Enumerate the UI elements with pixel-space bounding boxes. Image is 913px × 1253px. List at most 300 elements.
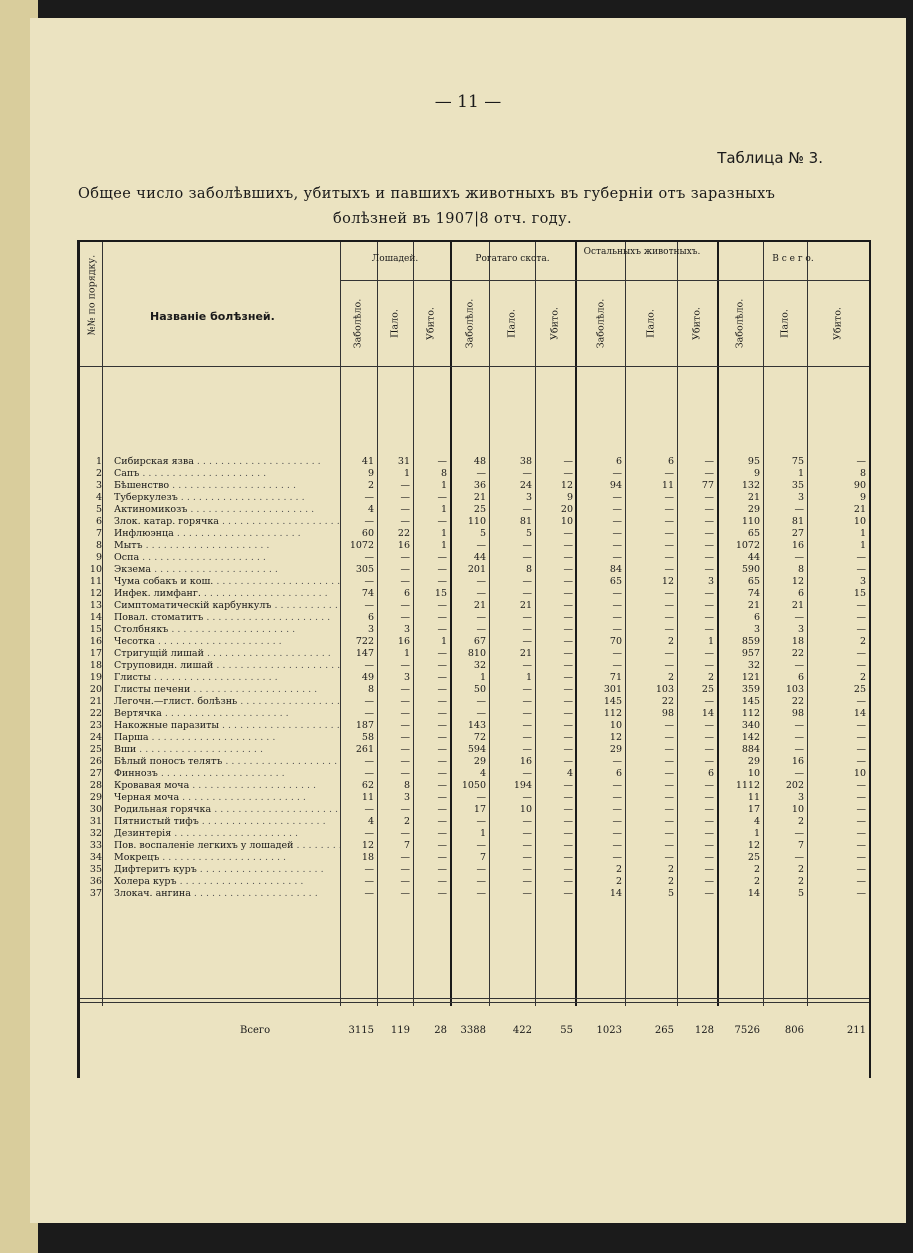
value-cell: — [664, 552, 674, 563]
value-cell: — [704, 852, 714, 863]
value-cell: — [664, 840, 674, 851]
table-row [80, 528, 869, 540]
value-cell: — [664, 744, 674, 755]
value-cell: — [664, 540, 674, 551]
value-cell: 103 [785, 684, 804, 695]
value-cell: — [612, 780, 622, 791]
value-cell: 14 [853, 708, 866, 719]
value-cell: — [704, 792, 714, 803]
value-cell: 11 [747, 792, 760, 803]
value-cell: 5 [797, 888, 804, 899]
value-cell: 62 [361, 780, 374, 791]
value-cell: — [612, 528, 622, 539]
value-cell: 2 [707, 672, 714, 683]
value-cell: — [437, 732, 447, 743]
total-cell: 806 [784, 1025, 804, 1036]
value-cell: 3 [797, 492, 804, 503]
value-cell: 21 [519, 648, 532, 659]
value-cell: — [400, 552, 410, 563]
value-cell: 8 [859, 468, 866, 479]
value-cell: 81 [519, 516, 532, 527]
row-index: 24 [89, 732, 102, 743]
subheader-sick-cattle: Заболѣло. [464, 298, 476, 349]
value-cell: — [563, 864, 573, 875]
value-cell: 4 [479, 768, 486, 779]
subheader-died-total: Пало. [779, 309, 791, 338]
value-cell: — [664, 588, 674, 599]
value-cell: — [437, 672, 447, 683]
value-cell: — [612, 756, 622, 767]
total-cell: 7526 [734, 1025, 760, 1036]
value-cell: — [400, 744, 410, 755]
table-row [80, 756, 869, 768]
value-cell: — [364, 768, 374, 779]
value-cell: — [563, 732, 573, 743]
value-cell: 10 [791, 804, 804, 815]
row-index: 10 [89, 564, 102, 575]
value-cell: — [704, 540, 714, 551]
row-index: 31 [89, 816, 102, 827]
value-cell: 8 [440, 468, 447, 479]
value-cell: — [437, 876, 447, 887]
value-cell: — [400, 768, 410, 779]
value-cell: 1050 [461, 780, 486, 791]
value-cell: 11 [361, 792, 374, 803]
value-cell: — [400, 684, 410, 695]
value-cell: — [400, 888, 410, 899]
value-cell: — [400, 720, 410, 731]
value-cell: 15 [853, 588, 866, 599]
value-cell: — [437, 816, 447, 827]
value-cell: — [522, 684, 532, 695]
value-cell: 9 [859, 492, 866, 503]
value-cell: 14 [747, 888, 760, 899]
value-cell: 6 [667, 456, 674, 467]
value-cell: — [476, 840, 486, 851]
value-cell: — [437, 456, 447, 467]
value-cell: 2 [797, 864, 804, 875]
value-cell: — [794, 732, 804, 743]
page-number: — 11 — [434, 92, 502, 112]
value-cell: — [612, 816, 622, 827]
table-row [80, 588, 869, 600]
value-cell: 4 [367, 816, 374, 827]
value-cell: 590 [741, 564, 760, 575]
value-cell: — [856, 804, 866, 815]
value-cell: 75 [791, 456, 804, 467]
value-cell: — [704, 612, 714, 623]
totals-row [80, 1024, 869, 1038]
value-cell: — [612, 492, 622, 503]
value-cell: — [794, 660, 804, 671]
total-cell: 422 [512, 1025, 532, 1036]
disease-name: Актиномикозъ . . . [114, 504, 340, 516]
subheader-died-other: Пало. [645, 309, 657, 338]
value-cell: — [612, 516, 622, 527]
disease-name: Глисты . . . [114, 672, 340, 684]
value-cell: 3 [707, 576, 714, 587]
value-cell: — [364, 708, 374, 719]
table-body [80, 456, 869, 900]
total-cell: 128 [694, 1025, 714, 1036]
disease-name: Пов. воспаленіе легкихъ у лошадей . . . [114, 840, 340, 852]
value-cell: — [664, 648, 674, 659]
value-cell: — [522, 660, 532, 671]
value-cell: — [476, 576, 486, 587]
value-cell: 21 [473, 492, 486, 503]
value-cell: 110 [741, 516, 760, 527]
value-cell: — [563, 660, 573, 671]
value-cell: — [400, 492, 410, 503]
value-cell: — [563, 744, 573, 755]
value-cell: 9 [753, 468, 760, 479]
value-cell: — [437, 600, 447, 611]
value-cell: — [364, 600, 374, 611]
value-cell: — [563, 540, 573, 551]
value-cell: — [437, 516, 447, 527]
value-cell: — [522, 768, 532, 779]
value-cell: 12 [609, 732, 622, 743]
value-cell: — [400, 504, 410, 515]
value-cell: 3 [403, 792, 410, 803]
value-cell: — [476, 588, 486, 599]
row-index: 17 [89, 648, 102, 659]
value-cell: 8 [403, 780, 410, 791]
value-cell: 17 [473, 804, 486, 815]
value-cell: 48 [473, 456, 486, 467]
value-cell: — [612, 600, 622, 611]
value-cell: 4 [367, 504, 374, 515]
value-cell: — [522, 852, 532, 863]
value-cell: 10 [853, 768, 866, 779]
value-cell: — [794, 504, 804, 515]
value-cell: 8 [367, 684, 374, 695]
value-cell: — [612, 540, 622, 551]
value-cell: 2 [859, 672, 866, 683]
disease-name: Повал. стоматитъ . . . [114, 612, 340, 624]
value-cell: — [563, 792, 573, 803]
value-cell: — [704, 780, 714, 791]
value-cell: 12 [747, 840, 760, 851]
table-row [80, 540, 869, 552]
row-index: 19 [89, 672, 102, 683]
table-row [80, 552, 869, 564]
disease-name: Злокач. ангина . . . [114, 888, 340, 900]
disease-name: Накожные паразиты . . . [114, 720, 340, 732]
value-cell: — [856, 816, 866, 827]
value-cell: — [364, 756, 374, 767]
value-cell: — [563, 648, 573, 659]
value-cell: — [364, 888, 374, 899]
value-cell: — [704, 660, 714, 671]
value-cell: — [563, 576, 573, 587]
value-cell: — [476, 708, 486, 719]
value-cell: 2 [615, 864, 622, 875]
table-row [80, 840, 869, 852]
value-cell: — [563, 840, 573, 851]
value-cell: 3 [367, 624, 374, 635]
value-cell: — [856, 828, 866, 839]
value-cell: 6 [615, 768, 622, 779]
group-header-cattle: Рогатаго скота. [475, 254, 550, 264]
value-cell: 21 [853, 504, 866, 515]
value-cell: 49 [361, 672, 374, 683]
value-cell: — [476, 696, 486, 707]
value-cell: — [563, 552, 573, 563]
value-cell: 110 [467, 516, 486, 527]
value-cell: — [563, 852, 573, 863]
disease-name: Столбнякъ . . . [114, 624, 340, 636]
value-cell: 359 [741, 684, 760, 695]
table-row [80, 612, 869, 624]
row-index: 15 [89, 624, 102, 635]
value-cell: 5 [479, 528, 486, 539]
value-cell: 21 [791, 600, 804, 611]
value-cell: 145 [603, 696, 622, 707]
table-row [80, 468, 869, 480]
value-cell: 594 [467, 744, 486, 755]
value-cell: — [400, 756, 410, 767]
value-cell: — [563, 804, 573, 815]
value-cell: — [563, 684, 573, 695]
value-cell: 12 [361, 840, 374, 851]
table-row [80, 888, 869, 900]
table-row [80, 852, 869, 864]
value-cell: — [563, 780, 573, 791]
subheader-killed-total: Убито. [832, 307, 844, 340]
table-row [80, 816, 869, 828]
value-cell: — [400, 852, 410, 863]
value-cell: — [704, 492, 714, 503]
value-cell: — [563, 756, 573, 767]
value-cell: 18 [791, 636, 804, 647]
value-cell: — [400, 828, 410, 839]
table-row [80, 768, 869, 780]
value-cell: 21 [747, 492, 760, 503]
value-cell: — [364, 876, 374, 887]
value-cell: 340 [741, 720, 760, 731]
value-cell: 147 [355, 648, 374, 659]
value-cell: — [522, 612, 532, 623]
value-cell: 2 [615, 876, 622, 887]
value-cell: — [563, 672, 573, 683]
total-cell: 55 [560, 1025, 573, 1036]
value-cell: — [437, 804, 447, 815]
value-cell: — [563, 468, 573, 479]
value-cell: — [704, 528, 714, 539]
value-cell: 65 [747, 576, 760, 587]
disease-name: Инфек. лимфанг. . . . [114, 588, 340, 600]
disease-name: Сапъ . . . [114, 468, 340, 480]
value-cell: 1 [753, 828, 760, 839]
value-cell: 1 [479, 828, 486, 839]
value-cell: — [522, 576, 532, 587]
disease-name: Струповидн. лишай . . . [114, 660, 340, 672]
value-cell: 1 [440, 504, 447, 515]
value-cell: 3 [859, 576, 866, 587]
value-cell: — [794, 720, 804, 731]
value-cell: 2 [667, 672, 674, 683]
value-cell: — [704, 504, 714, 515]
value-cell: — [437, 660, 447, 671]
value-cell: — [437, 684, 447, 695]
value-cell: — [400, 612, 410, 623]
value-cell: — [563, 696, 573, 707]
value-cell: — [563, 588, 573, 599]
value-cell: — [794, 828, 804, 839]
value-cell: — [437, 492, 447, 503]
value-cell: — [856, 888, 866, 899]
value-cell: — [664, 600, 674, 611]
value-cell: — [856, 780, 866, 791]
value-cell: — [400, 708, 410, 719]
table-row [80, 696, 869, 708]
value-cell: — [794, 744, 804, 755]
row-index: 30 [89, 804, 102, 815]
row-index: 7 [95, 528, 102, 539]
value-cell: — [612, 588, 622, 599]
row-index: 32 [89, 828, 102, 839]
value-cell: 38 [519, 456, 532, 467]
table-row [80, 516, 869, 528]
value-cell: — [400, 660, 410, 671]
row-index: 35 [89, 864, 102, 875]
value-cell: 16 [519, 756, 532, 767]
value-cell: — [794, 852, 804, 863]
value-cell: — [664, 720, 674, 731]
row-index: 12 [89, 588, 102, 599]
value-cell: 74 [361, 588, 374, 599]
value-cell: 2 [797, 876, 804, 887]
disease-name: Парша . . . [114, 732, 340, 744]
value-cell: — [400, 480, 410, 491]
table-row [80, 780, 869, 792]
value-cell: 22 [397, 528, 410, 539]
value-cell: 16 [397, 636, 410, 647]
value-cell: 29 [747, 756, 760, 767]
value-cell: 9 [367, 468, 374, 479]
value-cell: — [522, 504, 532, 515]
subheader-killed-horses: Убито. [425, 307, 437, 340]
disease-name: Холера куръ . . . [114, 876, 340, 888]
row-index: 13 [89, 600, 102, 611]
value-cell: — [704, 564, 714, 575]
table-row [80, 636, 869, 648]
value-cell: — [704, 804, 714, 815]
row-index: 21 [89, 696, 102, 707]
value-cell: — [664, 828, 674, 839]
value-cell: 722 [355, 636, 374, 647]
value-cell: — [664, 804, 674, 815]
value-cell: 1 [403, 468, 410, 479]
value-cell: 1 [440, 540, 447, 551]
table-row [80, 792, 869, 804]
value-cell: 1072 [349, 540, 374, 551]
value-cell: — [664, 492, 674, 503]
value-cell: 35 [791, 480, 804, 491]
table-row [80, 744, 869, 756]
value-cell: 2 [367, 480, 374, 491]
value-cell: 6 [797, 672, 804, 683]
value-cell: — [437, 792, 447, 803]
value-cell: — [856, 456, 866, 467]
value-cell: 60 [361, 528, 374, 539]
disease-name: Дезинтерія . . . [114, 828, 340, 840]
value-cell: 71 [609, 672, 622, 683]
value-cell: 25 [701, 684, 714, 695]
value-cell: — [563, 636, 573, 647]
value-cell: 143 [467, 720, 486, 731]
value-cell: 10 [853, 516, 866, 527]
table-row [80, 576, 869, 588]
value-cell: — [364, 576, 374, 587]
table-row [80, 828, 869, 840]
value-cell: — [704, 456, 714, 467]
value-cell: 18 [361, 852, 374, 863]
value-cell: 36 [473, 480, 486, 491]
value-cell: 6 [403, 588, 410, 599]
group-header-horses: Лошадей. [371, 254, 419, 264]
value-cell: — [522, 840, 532, 851]
value-cell: 21 [747, 600, 760, 611]
value-cell: — [364, 516, 374, 527]
value-cell: — [476, 612, 486, 623]
value-cell: — [522, 636, 532, 647]
value-cell: 14 [609, 888, 622, 899]
row-index: 25 [89, 744, 102, 755]
value-cell: 2 [859, 636, 866, 647]
value-cell: 32 [747, 660, 760, 671]
disease-name: Чума собакъ и кош. . . . [114, 576, 340, 588]
value-cell: — [437, 780, 447, 791]
value-cell: 17 [747, 804, 760, 815]
value-cell: 132 [741, 480, 760, 491]
value-cell: — [612, 624, 622, 635]
row-index: 20 [89, 684, 102, 695]
value-cell: 187 [355, 720, 374, 731]
value-cell: — [794, 768, 804, 779]
value-cell: 31 [397, 456, 410, 467]
disease-name: Оспа . . . [114, 552, 340, 564]
value-cell: — [522, 540, 532, 551]
value-cell: — [612, 792, 622, 803]
value-cell: 1 [440, 636, 447, 647]
disease-name: Глисты печени . . . [114, 684, 340, 696]
value-cell: — [856, 756, 866, 767]
value-cell: 22 [791, 648, 804, 659]
value-cell: — [563, 528, 573, 539]
row-index: 33 [89, 840, 102, 851]
disease-name: Чесотка . . . [114, 636, 340, 648]
disease-name: Стригущій лишай . . . [114, 648, 340, 660]
value-cell: — [476, 876, 486, 887]
value-cell: — [664, 792, 674, 803]
value-cell: 6 [367, 612, 374, 623]
value-cell: 194 [513, 780, 532, 791]
value-cell: — [856, 744, 866, 755]
row-index: 37 [89, 888, 102, 899]
value-cell: — [522, 888, 532, 899]
value-cell: 94 [609, 480, 622, 491]
value-cell: 58 [361, 732, 374, 743]
value-cell: — [664, 468, 674, 479]
row-index: 16 [89, 636, 102, 647]
value-cell: 16 [397, 540, 410, 551]
row-index: 27 [89, 768, 102, 779]
value-cell: 202 [785, 780, 804, 791]
value-cell: — [400, 876, 410, 887]
table-row [80, 864, 869, 876]
